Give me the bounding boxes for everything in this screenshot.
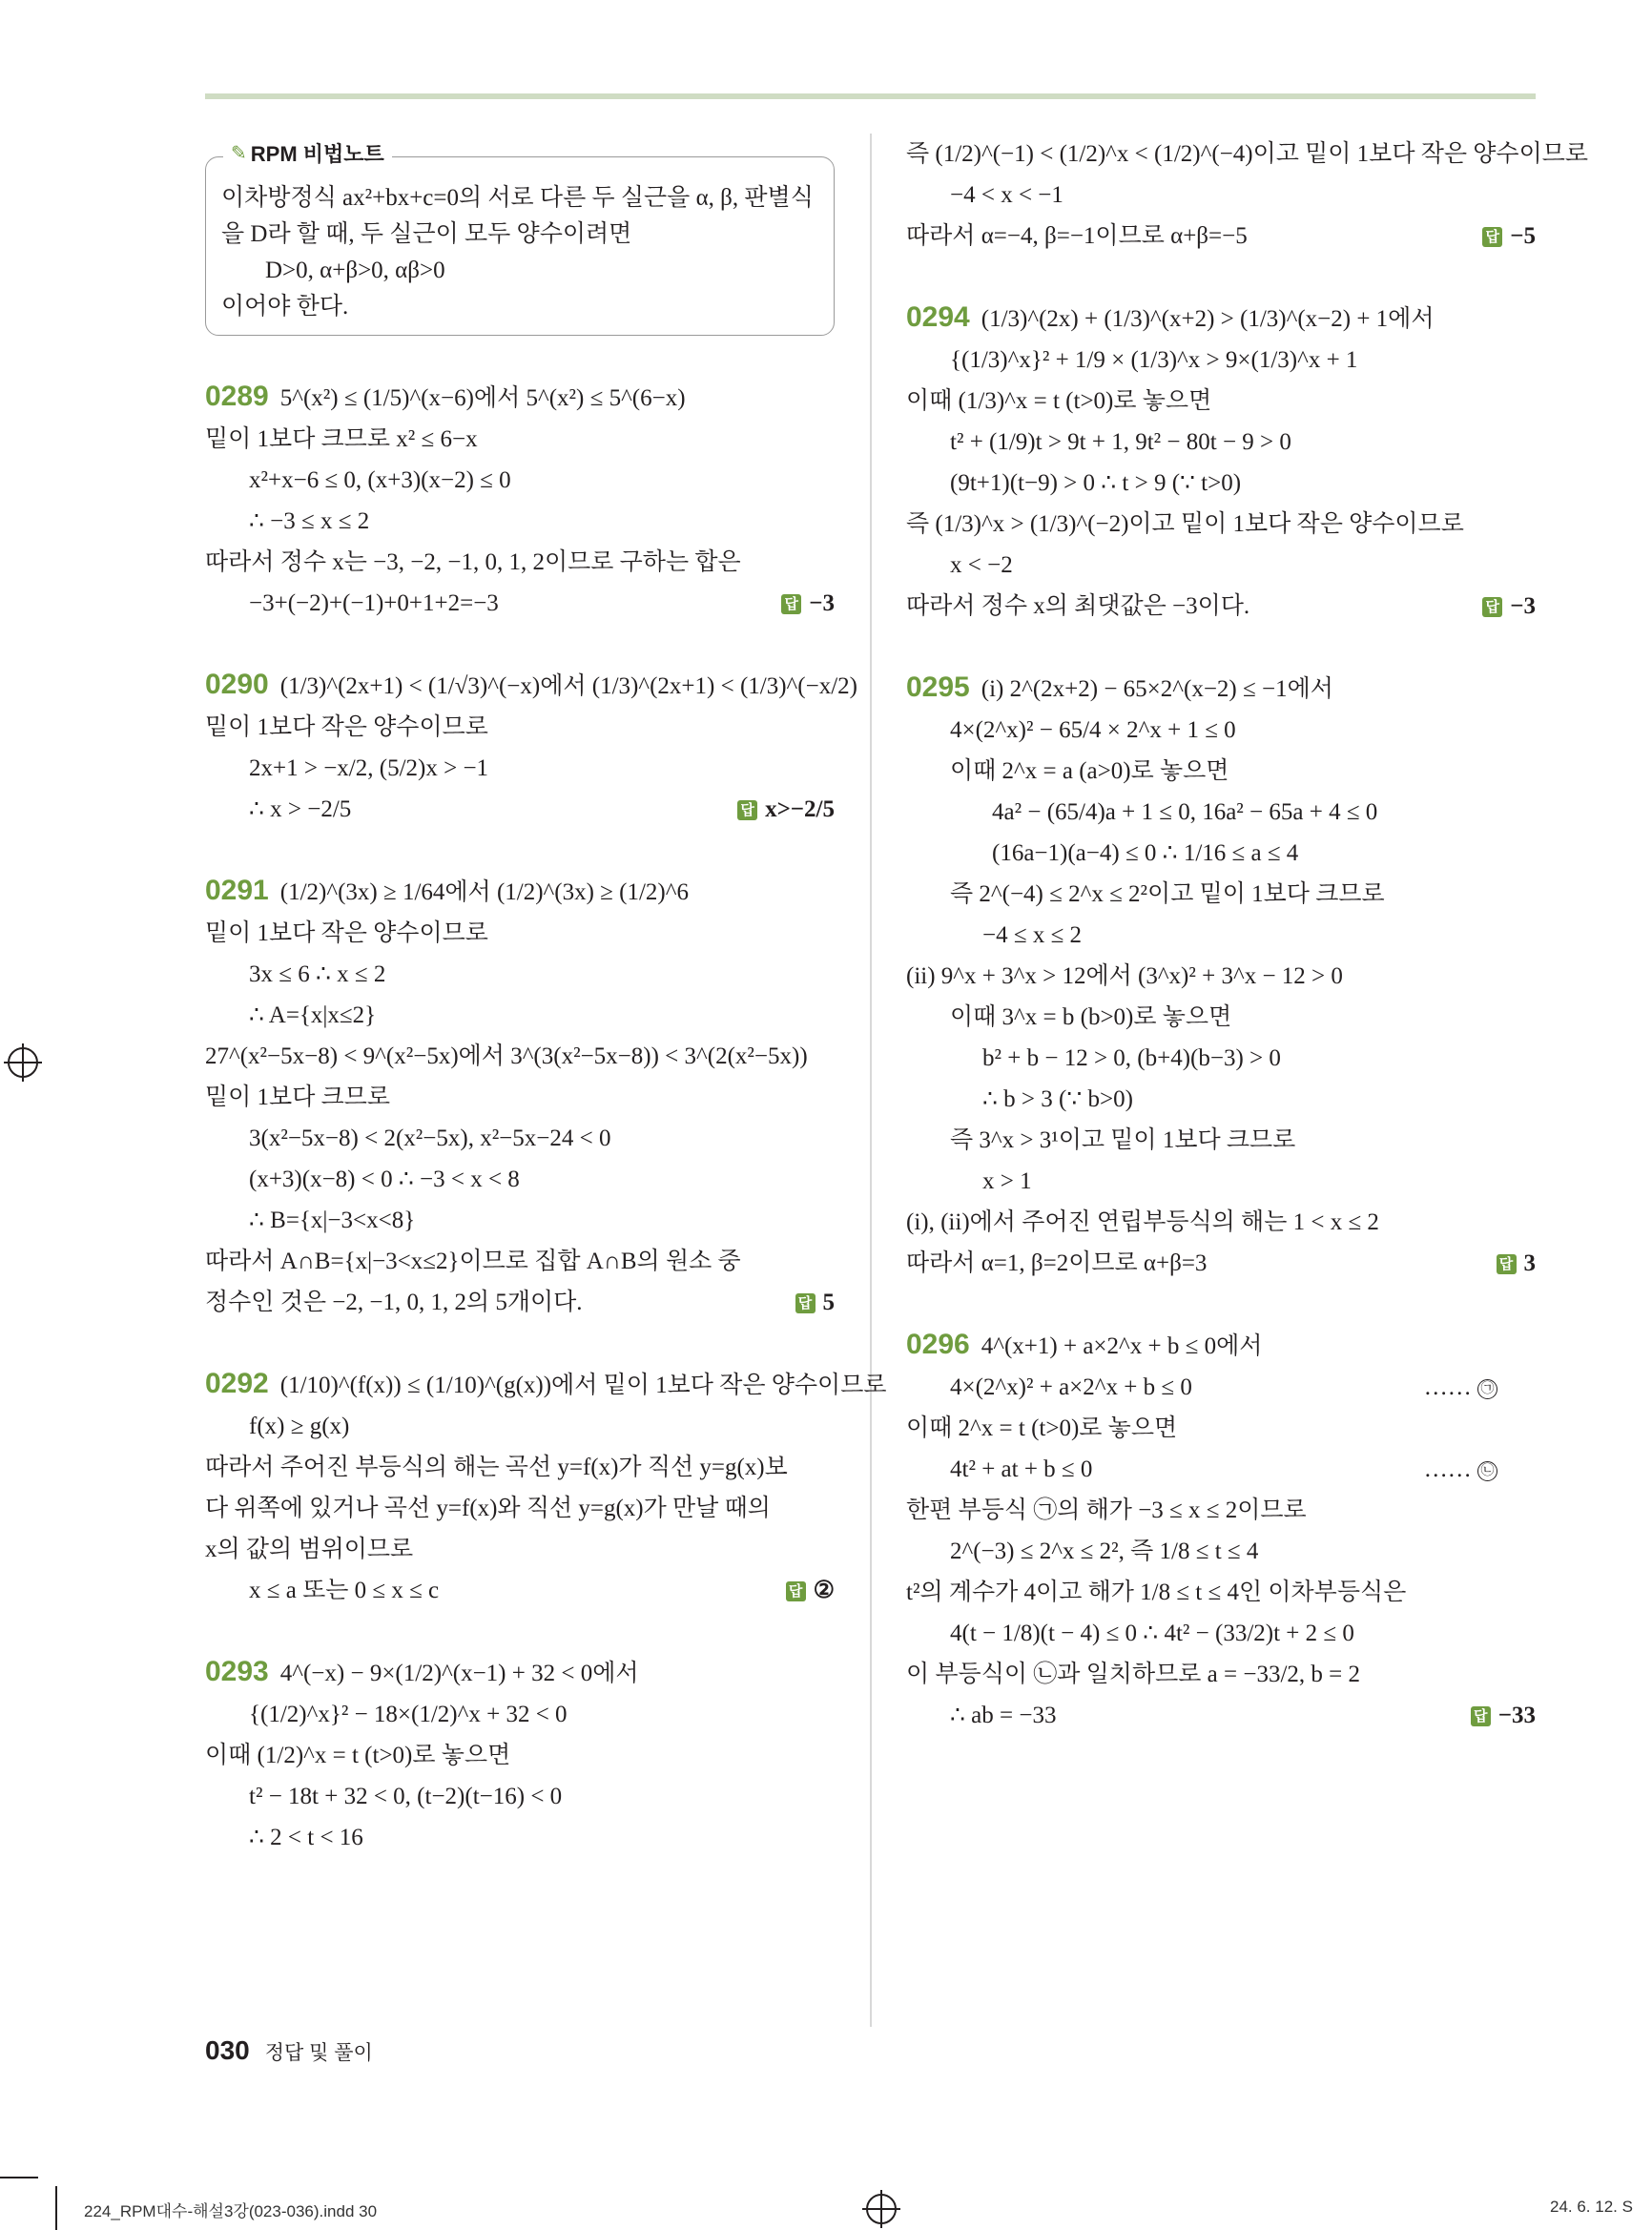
solution-line: 즉 (1/2)^(−1) < (1/2)^x < (1/2)^(−4)이고 밑이 1보다 작은 양수이므로: [906, 141, 1589, 167]
problem-0290: [205, 664, 857, 830]
solution-line: 4t² + at + b ≤ 0: [950, 1456, 1093, 1482]
left-column: [205, 134, 887, 1858]
crop-mark: [55, 2186, 57, 2230]
solution-line: 따라서 A∩B={x|−3<x≤2}이므로 집합 A∩B의 원소 중: [205, 1249, 741, 1274]
answer-value: ②: [813, 1578, 835, 1603]
date-slug: 24. 6. 12. S: [1550, 2198, 1633, 2216]
solution-line: (x+3)(x−8) < 0 ∴ −3 < x < 8: [249, 1167, 520, 1192]
solution-line: 이 부등식이 ㉡과 일치하므로 a = −33/2, b = 2: [906, 1662, 1360, 1687]
solution-line: ∴ x > −2/5: [249, 796, 352, 822]
solution-line: 밑이 1보다 작은 양수이므로: [205, 920, 488, 946]
registration-mark-icon: [866, 2194, 897, 2224]
rpm-note-box: [205, 142, 835, 336]
answer-value: 3: [1523, 1250, 1536, 1276]
top-rule: [205, 93, 1536, 99]
problem-number: 0295: [906, 671, 970, 703]
solution-line: 이때 2^x = a (a>0)로 놓으면: [950, 758, 1229, 784]
marker-circle-1: ㉠: [1477, 1379, 1497, 1399]
solution-line: −3+(−2)+(−1)+0+1+2=−3: [249, 590, 499, 616]
answer-badge: 답: [781, 594, 801, 614]
answer-badge: 답: [786, 1581, 806, 1601]
solution-line: x > 1: [982, 1168, 1032, 1194]
pencil-icon: ✎: [231, 143, 247, 164]
solution-line: (i) 2^(2x+2) − 65×2^(x−2) ≤ −1에서: [981, 676, 1333, 702]
solution-line: ∴ ab = −33: [950, 1703, 1057, 1728]
solution-line: (1/3)^(2x) + (1/3)^(x+2) > (1/3)^(x−2) + 1에서: [981, 306, 1435, 332]
problem-number: 0293: [205, 1656, 269, 1687]
solution-line: (16a−1)(a−4) ≤ 0 ∴ 1/16 ≤ a ≤ 4: [992, 840, 1299, 866]
solution-line: 이때 2^x = t (t>0)로 놓으면: [906, 1415, 1178, 1441]
answer-badge: 답: [737, 800, 757, 820]
problem-0289: [205, 376, 835, 624]
solution-line: 밑이 1보다 크므로 x² ≤ 6−x: [205, 426, 478, 452]
solution-line: (9t+1)(t−9) > 0 ∴ t > 9 (∵ t>0): [950, 470, 1242, 496]
solution-line: (1/3)^(2x+1) < (1/√3)^(−x)에서 (1/3)^(2x+1) < (1/3)^(−x/2): [279, 673, 857, 699]
solution-line: 4(t − 1/8)(t − 4) ≤ 0 ∴ 4t² − (33/2)t + 2 ≤ 0: [950, 1621, 1354, 1646]
answer-badge: 답: [795, 1293, 816, 1313]
solution-line: 한편 부등식 ㉠의 해가 −3 ≤ x ≤ 2이므로: [906, 1497, 1307, 1523]
answer-badge: 답: [1497, 1254, 1517, 1274]
solution-line: (i), (ii)에서 주어진 연립부등식의 해는 1 < x ≤ 2: [906, 1209, 1379, 1235]
solution-line: (ii) 9^x + 3^x > 12에서 (3^x)² + 3^x − 12 > 0: [906, 963, 1343, 989]
solution-line: 다 위쪽에 있거나 곡선 y=f(x)와 직선 y=g(x)가 만날 때의: [205, 1496, 771, 1521]
solution-line: x ≤ a 또는 0 ≤ x ≤ c: [249, 1578, 440, 1603]
solution-line: 정수인 것은 −2, −1, 0, 1, 2의 5개이다.: [205, 1290, 583, 1315]
solution-line: ∴ −3 ≤ x ≤ 2: [249, 508, 370, 534]
answer-value: 5: [822, 1290, 835, 1315]
problem-0293: [205, 1651, 835, 1858]
problem-0293-continued: [906, 134, 1589, 257]
problem-0295: [906, 667, 1536, 1284]
note-line: 이어야 한다.: [221, 294, 349, 320]
solution-line: −4 ≤ x ≤ 2: [982, 922, 1083, 948]
solution-line: 5^(x²) ≤ (1/5)^(x−6)에서 5^(x²) ≤ 5^(6−x): [279, 385, 686, 411]
answer-value: −5: [1510, 223, 1536, 249]
answer-value: −3: [1510, 593, 1536, 619]
rpm-note-tag: [223, 138, 392, 168]
solution-line: {(1/2)^x}² − 18×(1/2)^x + 32 < 0: [249, 1702, 568, 1727]
solution-line: 이때 (1/3)^x = t (t>0)로 놓으면: [906, 388, 1212, 414]
answer-badge: 답: [1482, 597, 1502, 617]
answer: [795, 1282, 836, 1323]
solution-line: t² − 18t + 32 < 0, (t−2)(t−16) < 0: [249, 1784, 563, 1809]
answer: [737, 789, 835, 830]
solution-line: 4×(2^x)² + a×2^x + b ≤ 0: [950, 1374, 1192, 1400]
solution-line: 이때 (1/2)^x = t (t>0)로 놓으면: [205, 1743, 511, 1768]
solution-line: f(x) ≥ g(x): [249, 1414, 350, 1439]
solution-line: 27^(x²−5x−8) < 9^(x²−5x)에서 3^(3(x²−5x−8)) < 3^(2(x²−5x)): [205, 1043, 808, 1069]
solution-line: 따라서 α=1, β=2이므로 α+β=3: [906, 1250, 1208, 1276]
solution-line: 3(x²−5x−8) < 2(x²−5x), x²−5x−24 < 0: [249, 1125, 611, 1151]
equation-marker: …… ㉡: [1424, 1449, 1497, 1490]
problem-number: 0291: [205, 875, 269, 906]
solution-line: (1/10)^(f(x)) ≤ (1/10)^(g(x))에서 밑이 1보다 작은 양수이므로: [279, 1373, 887, 1398]
solution-line: 따라서 주어진 부등식의 해는 곡선 y=f(x)가 직선 y=g(x)보: [205, 1455, 788, 1480]
solution-line: 따라서 정수 x의 최댓값은 −3이다.: [906, 593, 1250, 619]
solution-line: ∴ 2 < t < 16: [249, 1825, 363, 1850]
column-divider: [870, 134, 872, 2027]
footer-label: 정답 및 풀이: [264, 2042, 373, 2064]
solution-line: x의 값의 범위이므로: [205, 1537, 414, 1562]
answer-value: −3: [809, 590, 835, 616]
solution-line: 2^(−3) ≤ 2^x ≤ 2², 즉 1/8 ≤ t ≤ 4: [950, 1538, 1259, 1564]
page-footer: [205, 2035, 373, 2066]
problem-number: 0292: [205, 1368, 269, 1399]
registration-mark-icon: [8, 1047, 38, 1078]
solution-line: 밑이 1보다 크므로: [205, 1084, 391, 1110]
solution-line: ∴ b > 3 (∵ b>0): [982, 1086, 1133, 1112]
answer: [781, 583, 835, 624]
solution-line: ∴ A={x|x≤2}: [249, 1002, 377, 1028]
crop-mark: [0, 2177, 38, 2178]
problem-number: 0296: [906, 1329, 970, 1360]
solution-line: b² + b − 12 > 0, (b+4)(b−3) > 0: [982, 1045, 1281, 1071]
solution-line: {(1/3)^x}² + 1/9 × (1/3)^x > 9×(1/3)^x + 1: [950, 347, 1358, 373]
solution-line: 4^(x+1) + a×2^x + b ≤ 0에서: [981, 1333, 1263, 1359]
page-number: 030: [205, 2035, 250, 2065]
solution-line: 2x+1 > −x/2, (5/2)x > −1: [249, 755, 489, 781]
problem-number: 0294: [906, 301, 970, 333]
note-line: 이차방정식 ax²+bx+c=0의 서로 다른 두 실근을 α, β, 판별식: [221, 185, 814, 211]
right-column: [906, 134, 1589, 1736]
solution-line: 즉 2^(−4) ≤ 2^x ≤ 2²이고 밑이 1보다 크므로: [950, 881, 1385, 907]
solution-line: x < −2: [950, 552, 1013, 578]
problem-0292: [205, 1363, 887, 1611]
answer-badge: 답: [1482, 227, 1502, 247]
solution-line: t² + (1/9)t > 9t + 1, 9t² − 80t − 9 > 0: [950, 429, 1291, 455]
solution-line: 즉 (1/3)^x > (1/3)^(−2)이고 밑이 1보다 작은 양수이므로: [906, 511, 1464, 537]
problem-0294: [906, 297, 1536, 627]
solution-line: 따라서 α=−4, β=−1이므로 α+β=−5: [906, 223, 1248, 249]
solution-line: 4×(2^x)² − 65/4 × 2^x + 1 ≤ 0: [950, 717, 1236, 743]
answer: [1482, 216, 1536, 257]
problem-0291: [205, 870, 835, 1323]
solution-line: 4^(−x) − 9×(1/2)^(x−1) + 32 < 0에서: [279, 1661, 639, 1686]
file-slug: 224_RPM대수-해설3강(023-036).indd 30: [84, 2202, 378, 2220]
equation-marker: …… ㉠: [1424, 1367, 1497, 1408]
solution-line: ∴ B={x|−3<x<8}: [249, 1208, 416, 1233]
note-line: D>0, α+β>0, αβ>0: [265, 258, 445, 283]
problem-number: 0289: [205, 381, 269, 412]
problem-0296: [906, 1324, 1536, 1736]
answer: [1471, 1695, 1536, 1736]
rpm-note-title: RPM 비법노트: [250, 142, 384, 166]
solution-line: (1/2)^(3x) ≥ 1/64에서 (1/2)^(3x) ≥ (1/2)^6: [279, 879, 689, 905]
answer: [1497, 1243, 1537, 1284]
solution-line: 3x ≤ 6 ∴ x ≤ 2: [249, 961, 386, 987]
answer: [1482, 586, 1536, 627]
answer: [786, 1570, 835, 1611]
answer-badge: 답: [1471, 1706, 1491, 1726]
problem-number: 0290: [205, 669, 269, 700]
answer-value: x>−2/5: [765, 796, 835, 822]
solution-line: 이때 3^x = b (b>0)로 놓으면: [950, 1004, 1232, 1030]
solution-line: 즉 3^x > 3¹이고 밑이 1보다 크므로: [950, 1127, 1296, 1153]
solution-line: 밑이 1보다 작은 양수이므로: [205, 714, 488, 740]
answer-value: −33: [1497, 1703, 1536, 1728]
solution-line: −4 < x < −1: [950, 182, 1063, 208]
marker-circle-2: ㉡: [1477, 1461, 1497, 1481]
solution-line: 따라서 정수 x는 −3, −2, −1, 0, 1, 2이므로 구하는 합은: [205, 549, 741, 575]
note-line: 을 D라 할 때, 두 실근이 모두 양수이려면: [221, 221, 632, 247]
solution-line: t²의 계수가 4이고 해가 1/8 ≤ t ≤ 4인 이차부등식은: [906, 1580, 1407, 1605]
solution-line: x²+x−6 ≤ 0, (x+3)(x−2) ≤ 0: [249, 467, 511, 493]
solution-line: 4a² − (65/4)a + 1 ≤ 0, 16a² − 65a + 4 ≤ 0: [992, 799, 1378, 825]
